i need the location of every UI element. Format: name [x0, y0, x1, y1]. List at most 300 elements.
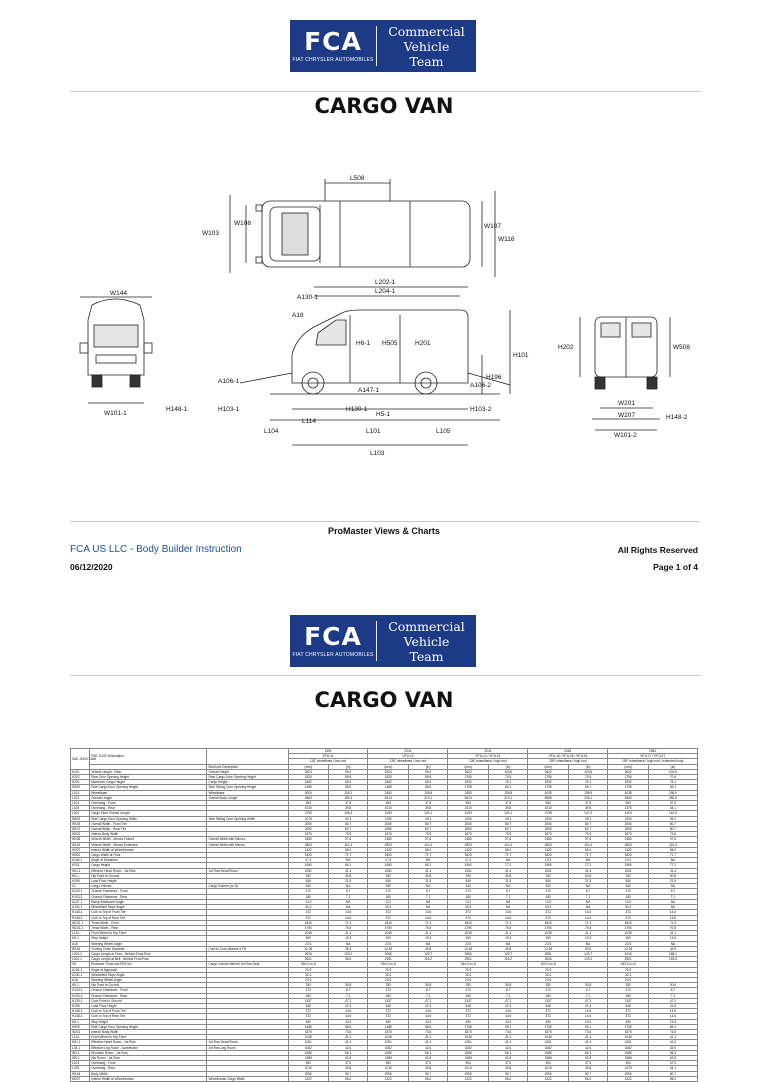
row-value: 70.5 — [329, 925, 368, 930]
unit-label: (mm) — [528, 764, 569, 769]
row-value: 372 — [288, 1014, 329, 1019]
row-brochure: Side Sliding Door Opening Height — [207, 785, 288, 790]
row-code: W201 — [71, 1029, 90, 1034]
row-value: 5998 — [528, 795, 569, 800]
row-value: 14.6 — [488, 1009, 527, 1014]
row-value: 372 — [528, 915, 569, 920]
row-value: 1082 — [528, 1045, 569, 1050]
row-value: 23.5 — [528, 977, 569, 982]
row-code: L114 — [71, 1035, 90, 1040]
row-value: 80.7 — [568, 1071, 607, 1076]
row-value: 30.3 — [528, 972, 569, 977]
row-value: 103.6 — [568, 769, 607, 774]
row-value: NA — [648, 884, 697, 889]
row-code: L114 — [71, 931, 90, 936]
row-value: 30.8 — [488, 983, 527, 988]
row-value: 14.6 — [648, 1014, 697, 1019]
row-value: 372 — [368, 915, 409, 920]
row-value: NA — [329, 858, 368, 863]
row-value: 1010 — [528, 1066, 569, 1071]
row-value: 19.3 — [568, 1019, 607, 1024]
row-value: 782 — [528, 983, 569, 988]
row-value: 118.1 — [329, 790, 368, 795]
row-value: 41.4 — [648, 868, 697, 873]
row-value: 1820 — [528, 853, 569, 858]
row-value: 170 — [608, 889, 649, 894]
model-number: 1391 — [288, 749, 368, 754]
logo-line1: Commercial — [388, 23, 465, 39]
row-code: H5-1 — [71, 983, 90, 988]
row-code: H5-1 — [71, 873, 90, 878]
row-value: 147.2 — [568, 811, 607, 816]
row-value: 4035 — [528, 790, 569, 795]
row-value: 6.7 — [648, 889, 697, 894]
row-value: 47.1 — [648, 998, 697, 1003]
logo-tagline: FIAT CHRYSLER AUTOMOBILES — [292, 652, 374, 658]
row-value: 30.8 — [408, 873, 447, 878]
row-value: 47.1 — [329, 998, 368, 1003]
row-value: 1197 — [608, 998, 649, 1003]
row-value: 1662 — [368, 780, 409, 785]
row-value: 120.7 — [408, 951, 447, 956]
row-value: 6.7 — [488, 889, 527, 894]
row-value: 97.6 — [408, 837, 447, 842]
row-value: 97.6 — [568, 837, 607, 842]
row-value: NA — [488, 884, 527, 889]
row-description: Body Width — [90, 1071, 207, 1076]
row-value: 21.5 — [408, 1003, 447, 1008]
row-value: 403.0 cu ft — [528, 962, 569, 967]
row-code: W101-2 — [71, 925, 90, 930]
row-value: 545 — [608, 879, 649, 884]
row-value: 372 — [368, 910, 409, 915]
row-code: H61-1 — [71, 868, 90, 873]
row-description: Interior Body Width — [90, 1029, 207, 1034]
row-value: 2632 — [528, 769, 569, 774]
row-value: 2050 — [288, 821, 329, 826]
row-value: 42.6 — [329, 1045, 368, 1050]
row-description: Side Cargo Door Opening Height — [90, 785, 207, 790]
row-value: 7.1 — [488, 894, 527, 899]
row-value: 372 — [608, 915, 649, 920]
row-value: 69.1 — [488, 1024, 527, 1029]
row-value: 56.0 — [568, 847, 607, 852]
row-description: Hip Room - 1st Row — [90, 1055, 207, 1060]
row-value: 23.9 — [608, 967, 649, 972]
row-value: 41.1 — [568, 1035, 607, 1040]
row-value: 69.1 — [568, 1024, 607, 1029]
row-value: 21.5 — [568, 879, 607, 884]
row-value: 41.1 — [488, 1035, 527, 1040]
front-view-drawing — [80, 297, 152, 403]
row-value: 1010 — [368, 1066, 409, 1071]
logo-tagline: FIAT CHRYSLER AUTOMOBILES — [292, 57, 374, 63]
row-brochure: Overall Width with Mirrors — [207, 837, 288, 842]
row-value: 80.7 — [648, 821, 697, 826]
row-value: 953 — [448, 801, 489, 806]
row-value: 180 — [368, 993, 409, 998]
row-value: 124.1 — [488, 811, 527, 816]
row-code: W107 — [71, 827, 90, 832]
row-value: 372 — [368, 1009, 409, 1014]
row-value: 23.9 — [448, 967, 489, 972]
row-value: 41.1 — [648, 1035, 697, 1040]
van-dimension-drawing — [70, 165, 700, 455]
row-value: 43.5 — [648, 946, 697, 951]
row-value: 30.3 — [368, 905, 409, 910]
dim-label: L103 — [370, 450, 385, 457]
row-value: 14.6 — [568, 1009, 607, 1014]
row-value: 58.5 — [329, 785, 368, 790]
row-value: 180 — [528, 894, 569, 899]
row-value: 545 — [288, 879, 329, 884]
row-value: 30.8 — [568, 873, 607, 878]
unit-label: (mm) — [448, 764, 489, 769]
row-value: 1045 — [448, 931, 489, 936]
row-description: Overhang - Rear — [90, 806, 207, 811]
row-value: 77.2 — [648, 863, 697, 868]
dim-label: W108 — [234, 220, 251, 227]
row-value: 39.8 — [408, 806, 447, 811]
row-value: 161.5 — [648, 811, 697, 816]
dim-label: L508 — [350, 175, 365, 182]
row-value: 953 — [608, 801, 649, 806]
row-value: 12.45 — [368, 946, 409, 951]
row-value: 1045 — [288, 931, 329, 936]
row-value: 30.8 — [329, 983, 368, 988]
row-value: 39.8 — [488, 1066, 527, 1071]
row-value: 2480 — [608, 837, 649, 842]
row-value: 1870 — [528, 1029, 569, 1034]
row-value: 14.6 — [329, 1014, 368, 1019]
row-value: 23.5 — [448, 941, 489, 946]
row-value: 2480 — [448, 837, 489, 842]
row-description: Vehicle Width - Mirrors Extended — [90, 842, 207, 847]
row-value: 1932 — [448, 780, 489, 785]
row-value: 70.5 — [568, 925, 607, 930]
row-value: 73.6 — [648, 832, 697, 837]
row-value: 66.1 — [408, 863, 447, 868]
dim-label: H103-1 — [218, 406, 240, 413]
row-value: 56.0 — [488, 847, 527, 852]
model-number: 2241 — [448, 749, 528, 754]
table-header-blank — [207, 749, 288, 765]
row-value: 41.4 — [408, 1040, 447, 1045]
row-value: 953 — [528, 801, 569, 806]
row-value: 47.1 — [408, 998, 447, 1003]
row-description: Steering Wheel Angle — [90, 977, 207, 982]
row-description: Ground Clearance - Rear — [90, 993, 207, 998]
row-code: H6-1 — [71, 936, 90, 941]
row-value: 372 — [288, 915, 329, 920]
model-code: VF1L16 / VF1L26 / VF1L16 — [528, 754, 608, 759]
row-value: 170 — [448, 889, 489, 894]
row-description: Cargo Width at Floor — [90, 853, 207, 858]
row-value: 106.4 — [329, 811, 368, 816]
row-value: 545 — [448, 1003, 489, 1008]
row-value: 69.1 — [648, 1024, 697, 1029]
row-value: NA — [488, 905, 527, 910]
row-value: 490 — [608, 1019, 649, 1024]
row-brochure: 1st Row Leg Room — [207, 1045, 288, 1050]
model-description: 118" wheelbase / low roof — [288, 759, 368, 764]
row-value: 782 — [608, 873, 649, 878]
row-value: 1960 — [448, 863, 489, 868]
row-value: 70.5 — [488, 775, 527, 780]
row-value: 372 — [528, 1014, 569, 1019]
row-code: H148-1 — [71, 910, 90, 915]
row-description: Interior Width at Wheelhouses — [90, 847, 207, 852]
row-value: 6.7 — [488, 988, 527, 993]
row-value: 36.3 — [329, 946, 368, 951]
row-value: 1520 — [368, 775, 409, 780]
row-value: 1250 — [608, 816, 649, 821]
row-value: 490 — [288, 936, 329, 941]
row-value: 49.2 — [408, 816, 447, 821]
row-code: H201 — [71, 863, 90, 868]
row-value: 69.1 — [648, 785, 697, 790]
row-value: 6.7 — [408, 988, 447, 993]
row-value: 14.6 — [648, 1009, 697, 1014]
logo-line3: Team — [409, 648, 444, 664]
row-value: 372 — [528, 910, 569, 915]
row-value: 372 — [528, 1009, 569, 1014]
row-value: 120.7 — [488, 951, 527, 956]
row-value: 1375 — [608, 1066, 649, 1071]
row-value: 41.4 — [568, 868, 607, 873]
row-value: 23.5 — [528, 941, 569, 946]
row-value: 2050 — [528, 1071, 569, 1076]
row-value: 1680 — [288, 863, 329, 868]
row-value: 1250 — [528, 816, 569, 821]
row-code: H103-1 — [71, 889, 90, 894]
row-value: 170 — [288, 988, 329, 993]
row-value: 58.5 — [408, 1024, 447, 1029]
row-value: 4035 — [608, 790, 649, 795]
row-value: 1422 — [448, 847, 489, 852]
footer-divider — [70, 521, 700, 522]
dim-label: L114 — [302, 418, 316, 425]
row-value: 403 — [528, 884, 569, 889]
row-value: 1685 — [528, 1050, 569, 1055]
row-value: 1010 — [368, 806, 409, 811]
row-value: 170 — [368, 889, 409, 894]
row-value: 71.7 — [488, 853, 527, 858]
row-value: 4016 — [608, 951, 649, 956]
row-description: Windshield Slope Angle — [90, 905, 207, 910]
row-value: 14.6 — [408, 915, 447, 920]
row-value: 14.6 — [648, 915, 697, 920]
row-description: Curb to Top of Rear Tire — [90, 915, 207, 920]
row-value: 23.5 — [448, 977, 489, 982]
row-value: 97.6 — [329, 837, 368, 842]
row-value: NA — [329, 941, 368, 946]
row-value: 2501 — [288, 957, 329, 962]
row-value: 1790 — [448, 775, 489, 780]
row-value: 80.7 — [488, 821, 527, 826]
dim-label: H5-1 — [376, 411, 391, 418]
row-code: W502 — [71, 853, 90, 858]
row-value: 71.7 — [568, 853, 607, 858]
dim-label: H101 — [513, 352, 529, 359]
row-value: 1045 — [368, 931, 409, 936]
dim-label: H505 — [382, 340, 398, 347]
row-value: 2803 — [448, 842, 489, 847]
row-value: 1045 — [608, 1035, 649, 1040]
row-value: 490 — [448, 1019, 489, 1024]
row-code: H505 — [71, 785, 90, 790]
row-value: 782 — [528, 873, 569, 878]
row-value: 103.6 — [648, 769, 697, 774]
top-view-drawing — [230, 179, 495, 277]
row-value: 1051 — [528, 1040, 569, 1045]
row-value: 73.6 — [568, 832, 607, 837]
row-value: 56.0 — [408, 1076, 447, 1081]
row-value: 170 — [528, 988, 569, 993]
row-value: 180 — [288, 993, 329, 998]
row-value: 135.8 — [408, 790, 447, 795]
row-value: 1045 — [608, 931, 649, 936]
row-value: 1755 — [448, 1024, 489, 1029]
row-value: 1082 — [608, 1045, 649, 1050]
row-value: 1870 — [448, 1029, 489, 1034]
row-value: 195.4 — [329, 795, 368, 800]
row-value: 2050 — [288, 1071, 329, 1076]
row-value: 344.0 cu ft — [448, 962, 489, 967]
model-description: 159" wheelbase / high roof — [528, 759, 608, 764]
row-value: 66.1 — [329, 863, 368, 868]
row-value: 1197 — [448, 998, 489, 1003]
row-value: 110.4 — [488, 842, 527, 847]
row-value: 41.4 — [329, 868, 368, 873]
row-code: H103-1 — [71, 988, 90, 993]
row-value: 14.6 — [329, 915, 368, 920]
row-description: Curb to Top of Rear Tire — [90, 1014, 207, 1019]
header-divider — [70, 91, 700, 92]
row-brochure: Side Sliding Door Opening Width — [207, 816, 288, 821]
row-value: 1685 — [288, 1050, 329, 1055]
row-value: 372 — [288, 1009, 329, 1014]
row-value: 56.0 — [648, 1076, 697, 1081]
row-value: 1960 — [608, 863, 649, 868]
row-value: 19.3 — [488, 1019, 527, 1024]
row-value: 73.6 — [568, 1029, 607, 1034]
row-value: 782 — [368, 983, 409, 988]
row-value: 71.3 — [408, 920, 447, 925]
side-view-drawing — [240, 287, 510, 445]
row-value: 37.5 — [408, 801, 447, 806]
row-value: 1755 — [608, 1024, 649, 1029]
row-value: 40.8 — [488, 946, 527, 951]
row-value: 41.1 — [488, 931, 527, 936]
row-description: Cargo Length at Floor - Behind Front Row — [90, 951, 207, 956]
row-value: 1932 — [528, 780, 569, 785]
row-value: 80.7 — [408, 821, 447, 826]
row-value: 65.4 — [408, 780, 447, 785]
unit-label: (mm) — [288, 764, 329, 769]
row-value: 344 — [448, 884, 489, 889]
row-value: 953 — [368, 1061, 409, 1066]
row-value: 158.1 — [648, 951, 697, 956]
row-description: Ground Clearance - Front — [90, 988, 207, 993]
row-value: 21.5 — [488, 879, 527, 884]
row-value: 14.6 — [408, 1009, 447, 1014]
row-value: 782 — [368, 873, 409, 878]
row-value: 30.3 — [368, 972, 409, 977]
row-value: 7.1 — [408, 894, 447, 899]
row-value: 13.26 — [528, 946, 569, 951]
row-value: 139.2 — [568, 957, 607, 962]
row-value: 37.5 — [568, 801, 607, 806]
row-value: 180 — [288, 894, 329, 899]
row-value: 39.8 — [568, 806, 607, 811]
row-description: Rear Door Opening Height — [90, 775, 207, 780]
row-value: 76.1 — [648, 780, 697, 785]
row-value: 7.1 — [329, 993, 368, 998]
row-code: L104 — [71, 1061, 90, 1066]
row-value: 71.7 — [648, 853, 697, 858]
row-value: 41.1 — [568, 931, 607, 936]
row-value: 1051 — [448, 868, 489, 873]
row-value: 1810 — [368, 920, 409, 925]
row-value: 21.5 — [648, 879, 697, 884]
row-value: 39.8 — [329, 806, 368, 811]
row-value: 545 — [528, 1003, 569, 1008]
row-value: 14.6 — [568, 915, 607, 920]
row-value: NA — [568, 899, 607, 904]
row-value: 23.5 — [368, 977, 409, 982]
row-value: 180 — [528, 993, 569, 998]
dim-label: W207 — [618, 412, 635, 419]
dim-label: H202 — [558, 344, 574, 351]
dim-label: H148-2 — [666, 414, 688, 421]
row-value: 80.7 — [648, 1071, 697, 1076]
table-header-brochure: Brochure Description — [207, 764, 288, 769]
row-value: 3536 — [528, 957, 569, 962]
row-value: 14.6 — [568, 1014, 607, 1019]
row-value: 23.5 — [288, 977, 329, 982]
row-brochure: Overall Height — [207, 769, 288, 774]
row-description: Ground Clearance - Front — [90, 889, 207, 894]
row-code: A130-1 — [71, 972, 90, 977]
row-code: A130-1 — [71, 905, 90, 910]
row-value: 56.0 — [408, 847, 447, 852]
row-code: W116 — [71, 842, 90, 847]
row-value: 782 — [288, 983, 329, 988]
row-value: 180 — [368, 894, 409, 899]
row-value: 30.8 — [408, 983, 447, 988]
row-code: H103-2 — [71, 993, 90, 998]
row-description: Wheelbase — [90, 790, 207, 795]
row-value: 77.2 — [568, 863, 607, 868]
row-value: 2050 — [528, 821, 569, 826]
dim-label: W201 — [618, 400, 635, 407]
row-value: 1082 — [288, 1045, 329, 1050]
row-value: 80.7 — [488, 827, 527, 832]
row-value: 2803 — [528, 842, 569, 847]
row-value: 76.1 — [488, 780, 527, 785]
row-value: 13.2 — [608, 858, 649, 863]
row-value: 2632 — [608, 769, 649, 774]
row-value: 6.7 — [568, 889, 607, 894]
dim-label: A130-1 — [297, 294, 318, 301]
row-value: 7.1 — [408, 993, 447, 998]
row-value: 30.8 — [648, 873, 697, 878]
row-value: 953 — [608, 1061, 649, 1066]
row-value: 1870 — [288, 832, 329, 837]
row-value: 19.3 — [408, 936, 447, 941]
row-value: 12.2 — [368, 899, 409, 904]
